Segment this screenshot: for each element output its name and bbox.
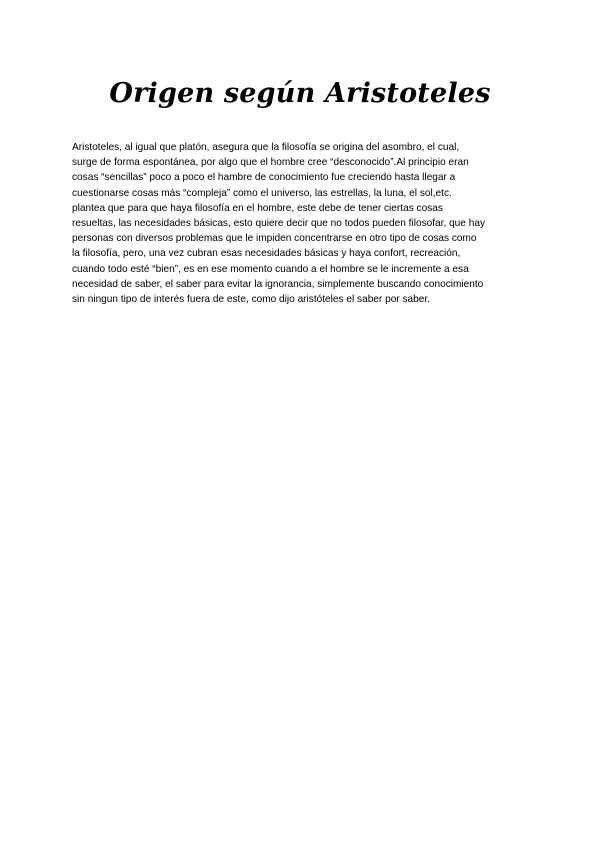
paragraph-line: Aristoteles, al igual que platón, asegura que la filosofía se origina del asombro, el cual, — [72, 142, 460, 153]
paragraph-line: plantea que para que haya filosofía en el hombre, este debe de tener ciertas cosas — [72, 202, 443, 214]
paragraph-line: sin ningun tipo de interés fuera de este, como dijo aristóteles el saber por saber. — [72, 294, 430, 306]
paragraph-line: cuestionarse cosas más “compleja” como el universo, las estrellas, la luna, el sol,etc. — [72, 187, 452, 199]
paragraph-line: surge de forma espontánea, por algo que el hombre cree “desconocido”.Al principio eran — [72, 157, 469, 169]
paragraph-line: resueltas, las necesidades básicas, esto quiere decir que no todos pueden filosofar, que hay — [72, 218, 485, 230]
paragraph-line: cosas “sencillas” poco a poco el hambre de conocimiento fue creciendo hasta llegar a — [72, 172, 456, 184]
paragraph-line: cuando todo esté “bien”, es en ese momento cuando a el hombre se le incremente a esa — [72, 263, 469, 275]
paragraph-line: necesidad de saber, el saber para evitar la ignorancia, simplemente buscando conocimiento — [72, 278, 484, 290]
paragraph-line: personas con diversos problemas que le impiden concentrarse en otro tipo de cosas como — [72, 233, 477, 245]
document-title: Origen según Aristoteles — [109, 78, 491, 109]
paragraph-line: la filosofía, pero, una vez cubran esas necesidades básicas y haya confort, recreación, — [72, 248, 461, 260]
body-paragraph — [72, 140, 530, 307]
